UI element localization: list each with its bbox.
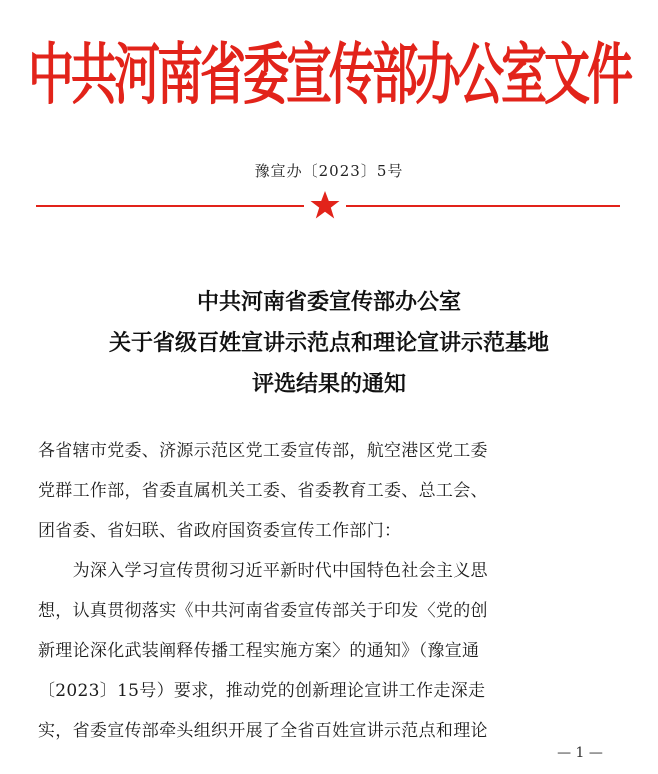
- addressee-line: 各省辖市党委、济源示范区党工委宣传部，航空港区党工委: [38, 441, 488, 461]
- body-line: 想，认真贯彻落实《中共河南省委宣传部关于印发〈党的创: [38, 601, 488, 621]
- page-number: — 1 —: [557, 745, 603, 761]
- red-divider-left: [36, 205, 304, 207]
- body-line: 新理论深化武装阐释传播工程实施方案〉的通知》（豫宣通: [38, 641, 480, 661]
- addressee-line: 党群工作部，省委直属机关工委、省委教育工委、总工会、: [38, 481, 488, 501]
- body-line: 为深入学习宣传贯彻习近平新时代中国特色社会主义思: [38, 561, 488, 581]
- addressee-line: 团省委、省妇联、省政府国资委宣传工作部门：: [38, 521, 402, 541]
- addressee-paragraph: [38, 431, 628, 551]
- red-divider-right: [346, 205, 620, 207]
- notice-title-line-1: 中共河南省委宣传部办公室: [196, 290, 461, 315]
- body-line: 实，省委宣传部牵头组织开展了全省百姓宣讲示范点和理论: [38, 721, 488, 741]
- red-star-icon: [309, 190, 341, 220]
- notice-title-line-3: 评选结果的通知: [251, 372, 406, 397]
- document-number: 豫宣办〔2023〕5号: [254, 162, 404, 180]
- body-paragraph: [38, 551, 628, 751]
- body-line: 〔2023〕15号）要求，推动党的创新理论宣讲工作走深走: [38, 681, 486, 701]
- notice-title-line-2: 关于省级百姓宣讲示范点和理论宣讲示范基地: [108, 331, 549, 356]
- masthead-title: 中共河南省委宣传部办公室文件: [28, 35, 630, 114]
